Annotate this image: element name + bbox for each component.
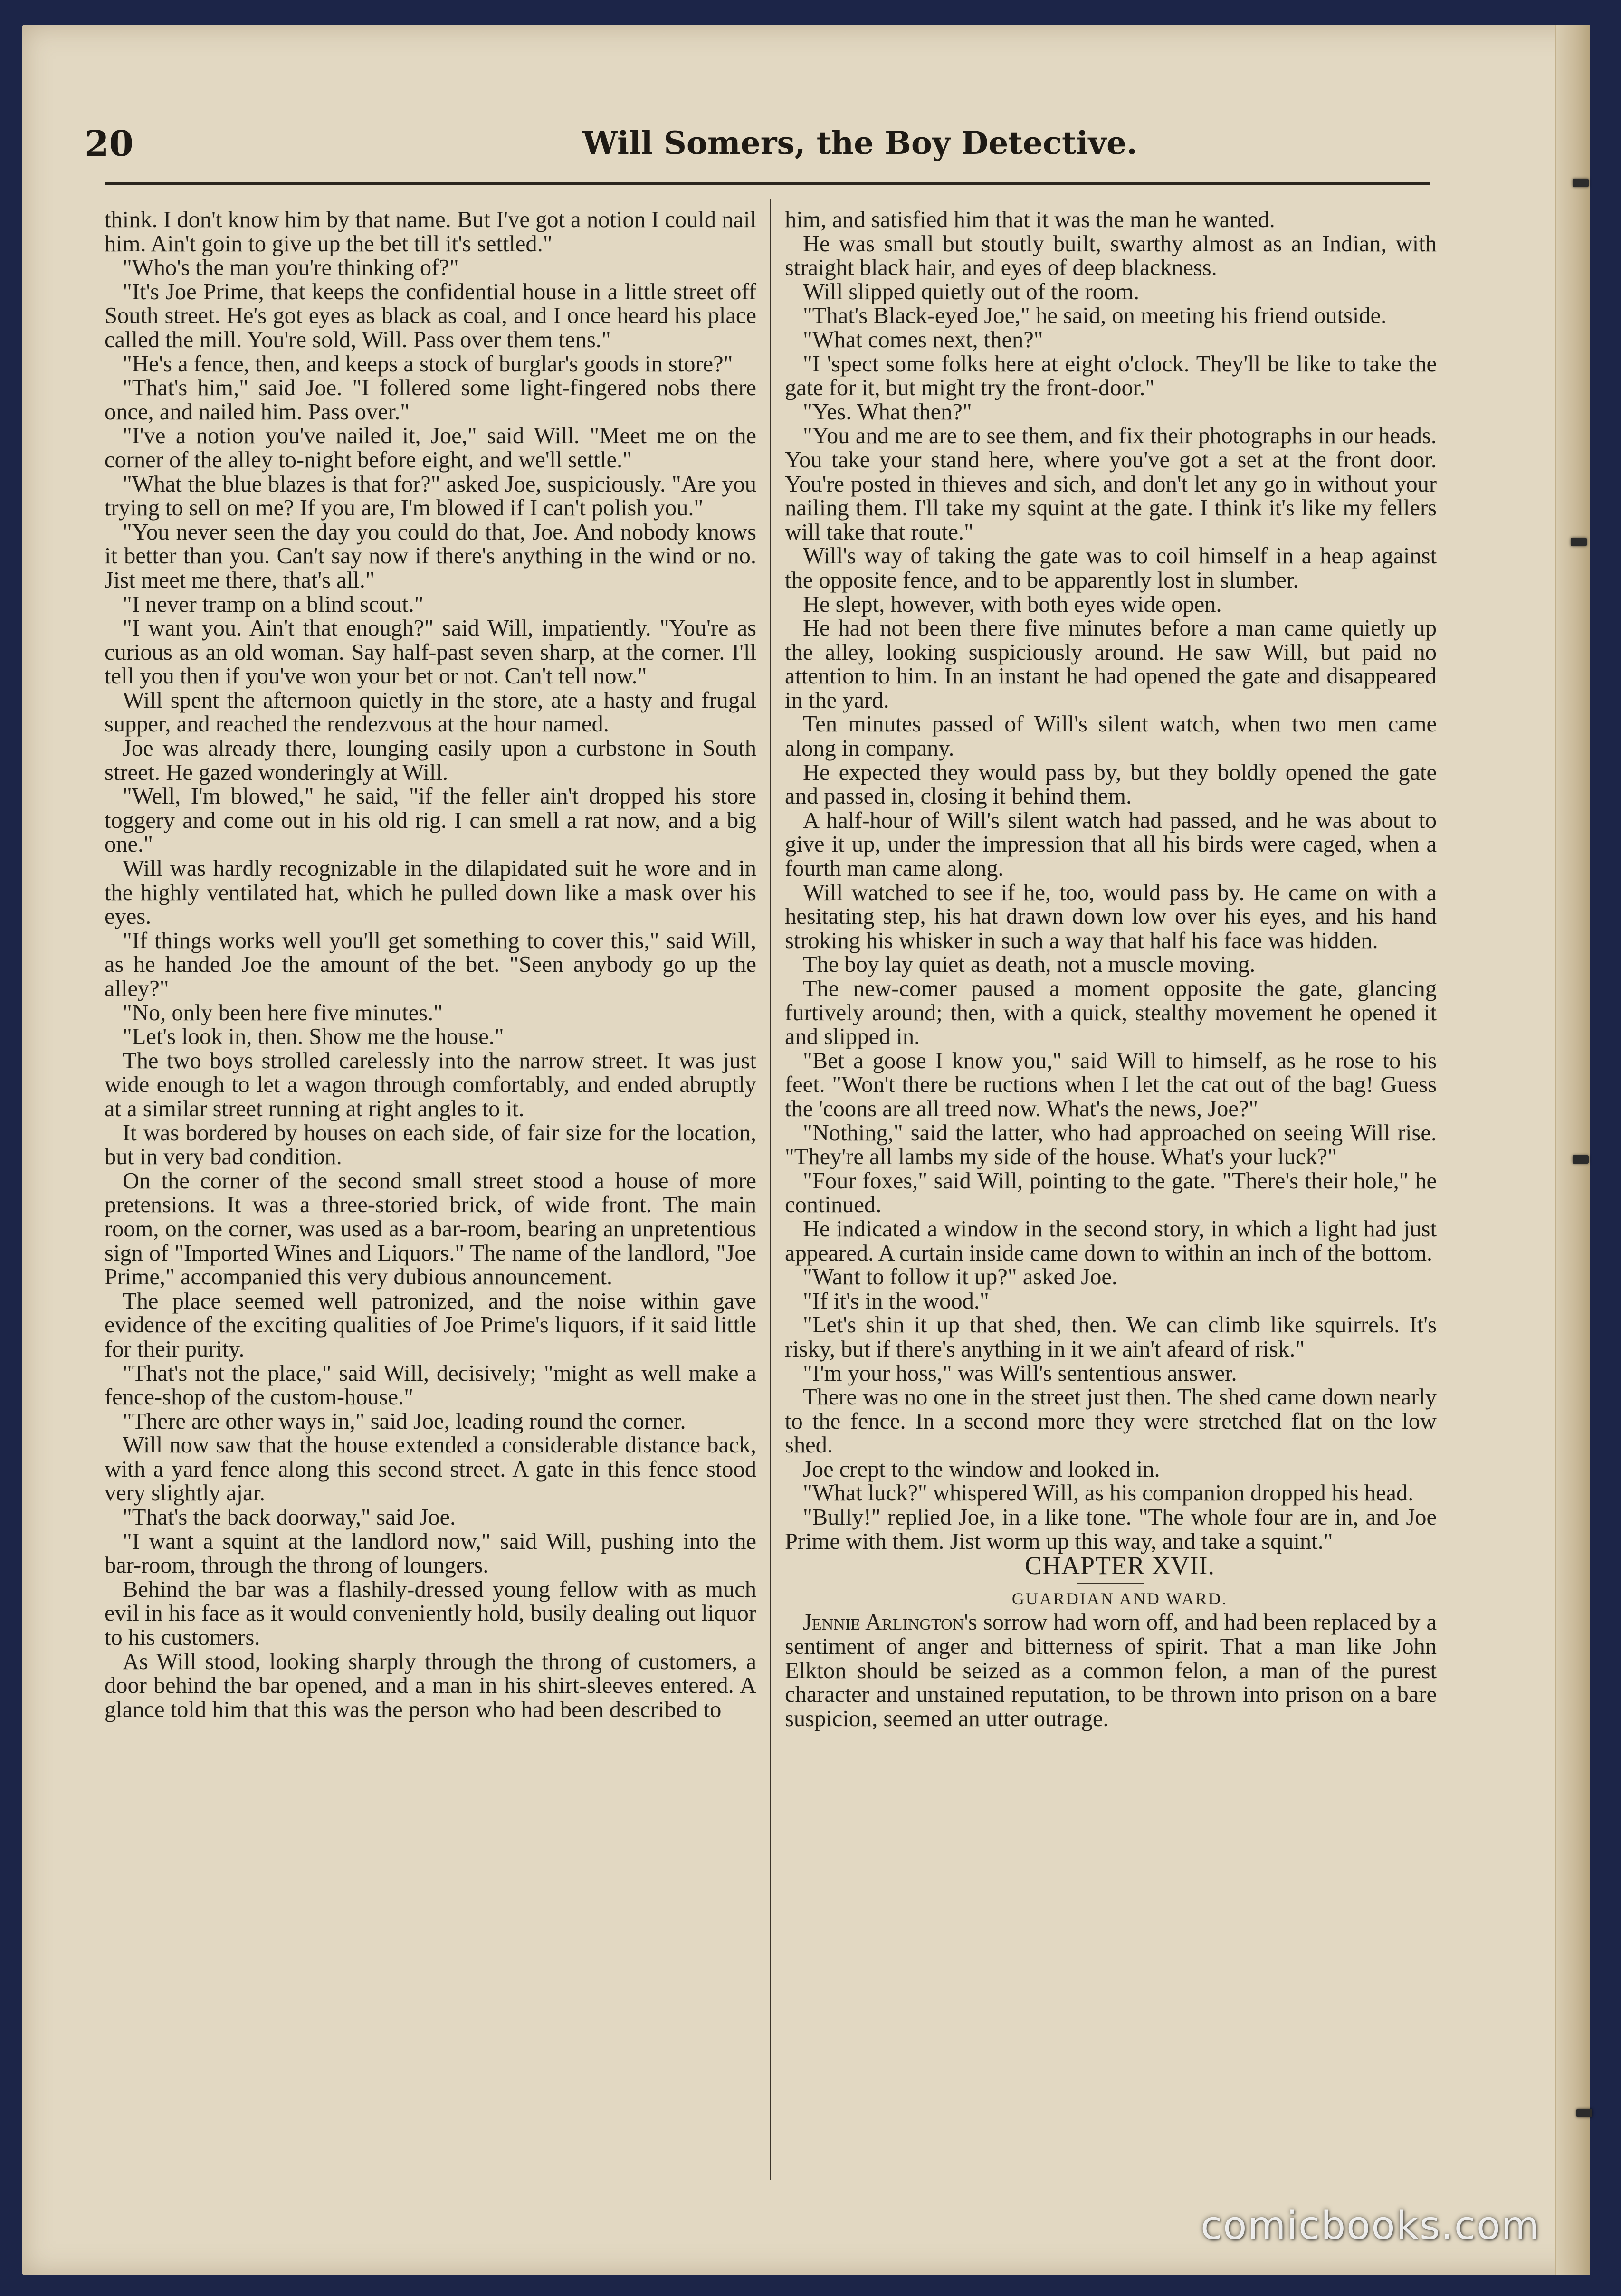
paragraph: As Will stood, looking sharply through the throng of customers, a door behind the bar opened, and a man in his shirt-sleeves entered. A glance told him that this was the person who had been described to bbox=[105, 1649, 756, 1722]
paragraph: "Yes. What then?" bbox=[803, 399, 972, 425]
column-divider bbox=[770, 199, 771, 2180]
paragraph: "He's a fence, then, and keeps a stock of burglar's goods in store?" bbox=[123, 351, 733, 377]
paragraph: He had not been there five minutes before a man came quietly up the alley, looking suspiciously around. He saw Will, but paid no attention to him. In an instant he had opened the gate and disappeared in the yard. bbox=[785, 616, 1437, 713]
paragraph: Will now saw that the house extended a considerable distance back, with a yard fence along this second street. A gate in this fence stood very slightly ajar. bbox=[105, 1433, 756, 1506]
paragraph: "That's Black-eyed Joe," he said, on meeting his friend outside. bbox=[803, 303, 1387, 329]
paragraph: "I want a squint at the landlord now," said Will, pushing into the bar-room, through the throng of loungers. bbox=[105, 1528, 756, 1578]
paragraph: Ten minutes passed of Will's silent watch, when two men came along in company. bbox=[785, 712, 1437, 761]
paragraph: "I've a notion you've nailed it, Joe," said Will. "Meet me on the corner of the alley to-night before eight, and we'll settle." bbox=[105, 423, 756, 473]
paragraph: "Let's look in, then. Show me the house." bbox=[123, 1024, 504, 1050]
paragraph: "Who's the man you're thinking of?" bbox=[123, 255, 459, 281]
paragraph: "It's Joe Prime, that keeps the confidential house in a little street off South street. He's got eyes as black as coal, and I once heard his place called the mill. You're sold, Will. Pass over them tens." bbox=[105, 279, 756, 352]
page-number: 20 bbox=[85, 123, 133, 164]
paragraph: "You never seen the day you could do that, Joe. And nobody knows it better than you. Can't say now if there's anything in the wind or no. Jist meet me there, that's all." bbox=[105, 519, 756, 593]
left-column bbox=[105, 208, 756, 1722]
paragraph: "You and me are to see them, and fix their photographs in our heads. You take your stand here, where you've got a set at the front door. You're posted in thieves and sich, and don't let any go in without your nailing them. I'll take my squint at the gate. I think it's like my fellers will take that route." bbox=[785, 423, 1437, 545]
paragraph: "What the blue blazes is that for?" asked Joe, suspiciously. "Are you trying to sell on me? If you are, I'm blowed if I can't polish you." bbox=[105, 471, 756, 521]
paragraph: "I 'spect some folks here at eight o'clock. They'll be like to take the gate for it, but might try the front-door." bbox=[785, 351, 1437, 401]
paragraph: A half-hour of Will's silent watch had passed, and he was about to give it up, under the impression that all his birds were caged, when a fourth man came along. bbox=[785, 807, 1437, 882]
paragraph: Will's way of taking the gate was to coil himself in a heap against the opposite fence, and to be apparently lost in slumber. bbox=[785, 543, 1437, 593]
staple bbox=[1573, 1155, 1589, 1164]
paragraph: The new-comer paused a moment opposite the gate, glancing furtively around; then, with a quick, stealthy movement he opened it and slipped in. bbox=[785, 976, 1437, 1050]
paragraph: "Want to follow it up?" asked Joe. bbox=[803, 1264, 1118, 1290]
paragraph: Will was hardly recognizable in the dilapidated suit he wore and in the highly ventilated hat, which he pulled down like a mask over his eyes. bbox=[105, 856, 756, 930]
binding-spine bbox=[1555, 25, 1590, 2275]
chapter-opening-text: 's sorrow had worn off, and had been replaced by a sentiment of anger and bitterness of spirit. That a man like John Elkton should be seized as a common felon, a man of the purest character and unstained reputation, to be thrown into prison on a bare suspicion, seemed an utter outrage. bbox=[785, 1610, 1437, 1731]
paragraph: Joe was already there, lounging easily upon a curbstone in South street. He gazed wonderingly at Will. bbox=[105, 736, 756, 785]
staple bbox=[1571, 538, 1587, 546]
paragraph: "Bully!" replied Joe, in a like tone. "The whole four are in, and Joe Prime with them. Jist worm up this way, and take a squint." bbox=[785, 1505, 1437, 1554]
staple bbox=[1573, 179, 1589, 187]
running-title: Will Somers, the Boy Detective. bbox=[582, 124, 1137, 161]
paragraph: "Four foxes," said Will, pointing to the gate. "There's their hole," he continued. bbox=[785, 1168, 1437, 1218]
paragraph: "I never tramp on a blind scout." bbox=[123, 591, 424, 617]
paragraph: Behind the bar was a flashily-dressed young fellow with as much evil in his face as it would conveniently hold, busily dealing out liquor to his customers. bbox=[105, 1576, 756, 1651]
paragraph: "I want you. Ain't that enough?" said Will, impatiently. "You're as curious as an old woman. Say half-past seven sharp, at the corner. I'll tell you then if you've won your bet or not. Can't tell now." bbox=[105, 616, 756, 689]
paragraph: "That's the back doorway," said Joe. bbox=[123, 1505, 456, 1530]
watermark: comicbooks.com bbox=[1201, 2203, 1540, 2249]
paragraph: He was small but stoutly built, swarthy almost as an Indian, with straight black hair, and eyes of deep blackness. bbox=[785, 231, 1437, 281]
paragraph: "What luck?" whispered Will, as his companion dropped his head. bbox=[803, 1480, 1414, 1506]
paragraph: "Nothing," said the latter, who had approached on seeing Will rise. "They're all lambs my side of the house. What's your luck?" bbox=[785, 1120, 1437, 1170]
paragraph: Will slipped quietly out of the room. bbox=[803, 279, 1139, 304]
paragraph: He indicated a window in the second story, in which a light had just appeared. A curtain inside came down to within an inch of the bottom. bbox=[785, 1216, 1437, 1266]
chapter-heading: CHAPTER XVII. bbox=[1025, 1551, 1215, 1580]
paragraph: The boy lay quiet as death, not a muscle moving. bbox=[803, 952, 1256, 977]
paragraph: Will spent the afternoon quietly in the store, ate a hasty and frugal supper, and reached the rendezvous at the hour named. bbox=[105, 687, 756, 737]
running-head bbox=[0, 0, 1621, 164]
right-column bbox=[785, 208, 1437, 1731]
paragraph: "If things works well you'll get something to cover this," said Will, as he handed Joe the amount of the bet. "Seen anybody go up the alley?" bbox=[105, 928, 756, 1001]
header-rule bbox=[105, 182, 1430, 185]
paragraph: "There are other ways in," said Joe, leading round the corner. bbox=[123, 1408, 686, 1434]
paragraph: It was bordered by houses on each side, of fair size for the location, but in very bad condition. bbox=[105, 1120, 756, 1170]
paragraph: "If it's in the wood." bbox=[803, 1288, 989, 1314]
paragraph: "What comes next, then?" bbox=[803, 327, 1043, 352]
paragraph: "Well, I'm blowed," he said, "if the feller ain't dropped his store toggery and come out in his old rig. I can smell a rat now, and a big one." bbox=[105, 784, 756, 857]
paragraph: There was no one in the street just then. The shed came down nearly to the fence. In a second more they were stretched flat on the low shed. bbox=[785, 1385, 1437, 1458]
paragraph: "That's not the place," said Will, decisively; "might as well make a fence-shop of the custom-house." bbox=[105, 1360, 756, 1410]
paragraph: "Let's shin it up that shed, then. We can climb like squirrels. It's risky, but if there's anything in it we ain't afeard of risk." bbox=[785, 1312, 1437, 1362]
chapter-lead-name: Jennie Arlington bbox=[803, 1610, 964, 1635]
paragraph: "Bet a goose I know you," said Will to himself, as he rose to his feet. "Won't there be ructions when I let the cat out of the bag! Guess the 'coons are all treed now. What's the news, Joe?" bbox=[785, 1048, 1437, 1121]
paragraph: "No, only been here five minutes." bbox=[123, 1000, 443, 1025]
chapter-opening-paragraph bbox=[785, 1611, 1437, 1731]
staple bbox=[1576, 2109, 1592, 2117]
paragraph: Will watched to see if he, too, would pass by. He came on with a hesitating step, his hat drawn down low over his eyes, and his hand stroking his whisker in such a way that half his face was hidden. bbox=[785, 880, 1437, 953]
paragraph: him, and satisfied him that it was the man he wanted. bbox=[785, 207, 1275, 232]
paragraph: He slept, however, with both eyes wide open. bbox=[803, 591, 1222, 617]
paragraph: The two boys strolled carelessly into the narrow street. It was just wide enough to let a wagon through comfortably, and ended abruptly at a similar street running at right angles to it. bbox=[105, 1048, 756, 1121]
paragraph: Joe crept to the window and looked in. bbox=[803, 1456, 1160, 1482]
paragraph: think. I don't know him by that name. But I've got a notion I could nail him. Ain't goin to give up the bet till it's settled." bbox=[105, 207, 756, 256]
chapter-heading-rule bbox=[1077, 1583, 1144, 1584]
paragraph: On the corner of the second small street stood a house of more pretensions. It was a three-storied brick, of wide front. The main room, on the corner, was used as a bar-room, bearing an unpretentious sign of "Imported Wines and Liquors." The name of the landlord, "Joe Prime," accompanied this very dubious announcement. bbox=[105, 1168, 756, 1290]
chapter-subtitle: GUARDIAN AND WARD. bbox=[1011, 1589, 1228, 1608]
paragraph: "That's him," said Joe. "I follered some light-fingered nobs there once, and nailed him. Pass over." bbox=[105, 375, 756, 425]
right-column-text bbox=[785, 208, 1437, 1554]
paragraph: The place seemed well patronized, and the noise within gave evidence of the exciting qualities of Joe Prime's liquors, if it said little for their purity. bbox=[105, 1288, 756, 1362]
paragraph: He expected they would pass by, but they boldly opened the gate and passed in, closing it behind them. bbox=[785, 759, 1437, 809]
paragraph: "I'm your hoss," was Will's sententious answer. bbox=[803, 1360, 1237, 1386]
